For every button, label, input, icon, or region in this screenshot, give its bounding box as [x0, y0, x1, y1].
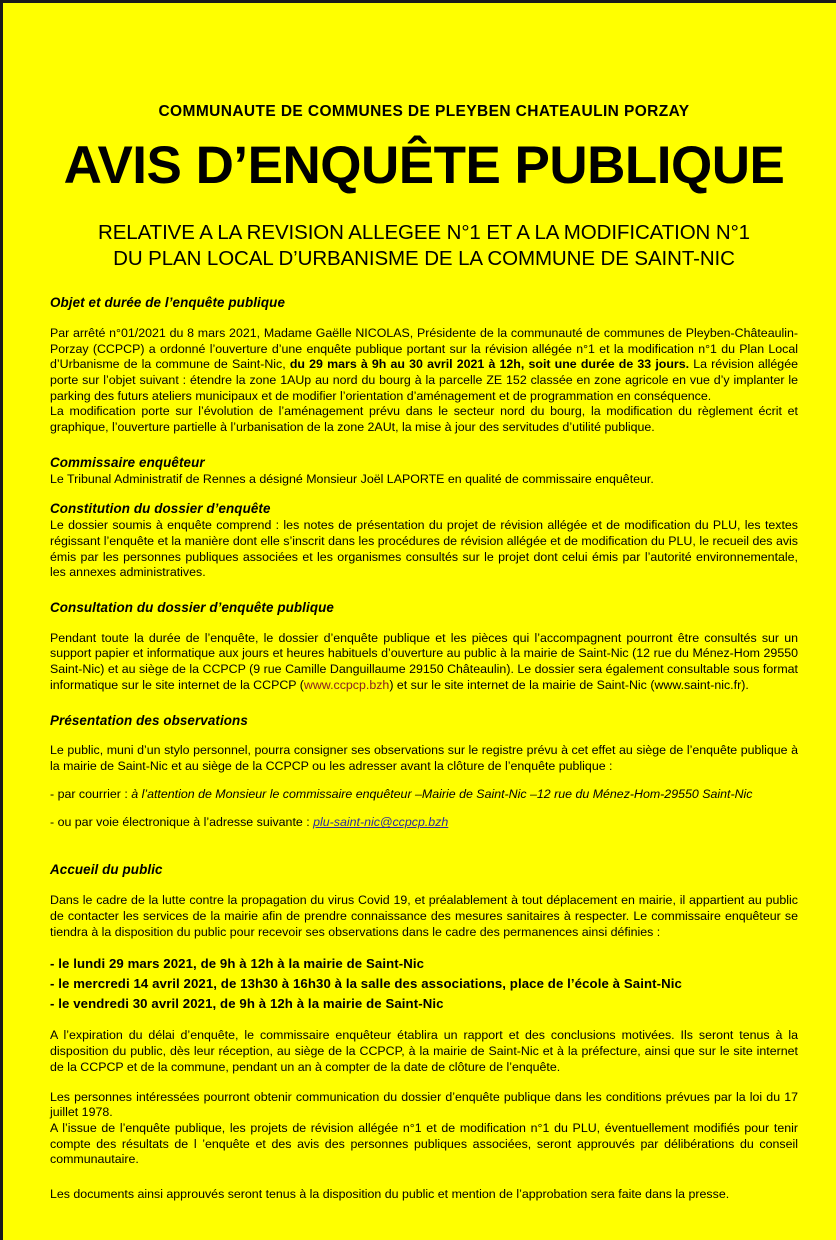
subtitle: [50, 220, 798, 273]
list-item: - le vendredi 30 avril 2021, de 9h à 12h à la mairie de Saint-Nic: [50, 996, 444, 1012]
document-body: [50, 295, 798, 1203]
paragraph-presentation-1: Le public, muni d’un stylo personnel, pourra consigner ses observations sur le registre prévu à cet effet au siège de l’enquête publique à la mairie de Saint-Nic et au siège de la CCPCP ou les adresser avant la clôture de l’enquête publique :: [50, 743, 798, 774]
paragraph-accueil-1: Dans le cadre de la lutte contre la propagation du virus Covid 19, et préalablement à tout déplacement en mairie, il appartient au public de contacter les services de la mairie afin de prendre connaissance des mesures sanitaires à respecter. Le commissaire enquêteur se tiendra à la disposition du public pour recevoir ses observations dans le cadre des permanences ainsi définies :: [50, 893, 798, 939]
paragraph-objet-2: La modification porte sur l’évolution de l’aménagement prévu dans le secteur nord du bourg, la modification du règlement écrit et graphique, l’ouverture partielle à l’urbanisation de la zone 2AUt, la mise à jour des servitudes d’utilité publique.: [50, 404, 798, 434]
section-heading-constitution: Constitution du dossier d’enquête: [50, 501, 271, 517]
subtitle-line-2: DU PLAN LOCAL D’URBANISME DE LA COMMUNE DE SAINT-NIC: [113, 247, 735, 271]
link-ccpcp-website[interactable]: www.ccpcp.bzh: [303, 677, 390, 692]
consultation-text-part-1: Pendant toute la durée de l’enquête, le dossier d’enquête publique et les pièces qui l’accompagnent pourront être consultés sur un support papier et informatique aux jours et heures habituels d’ouverture au public à la mairie de Saint-Nic (12 rue du Ménez-Hom 29550 Saint-Nic) et au siège de la CCPCP (9 rue Camille Danguillaume 29150 Châteaulin). Le dossier sera également consultable sous format informatique sur le site internet de la CCPCP (: [50, 630, 798, 692]
paragraph-accueil-3: Les personnes intéressées pourront obtenir communication du dossier d’enquête publique dans les conditions prévues par la loi du 17 juillet 1978.: [50, 1089, 798, 1120]
section-heading-commissaire: Commissaire enquêteur: [50, 454, 205, 470]
permanence-list: [50, 954, 798, 1014]
email-prefix: - ou par voie électronique à l’adresse suivante :: [50, 815, 314, 830]
subtitle-line-1: RELATIVE A LA REVISION ALLEGEE N°1 ET A LA MODIFICATION N°1: [98, 220, 750, 244]
courrier-address-italic: à l’attention de Monsieur le commissaire enquêteur –Mairie de Saint-Nic –12 rue du Ménez-Hom-29550 Saint-Nic: [131, 787, 753, 802]
paragraph-objet-1: [50, 326, 798, 404]
page-title: AVIS D’ENQUÊTE PUBLIQUE: [63, 136, 785, 196]
objet-text-part-2: La révision allégée porte sur l’objet suivant : étendre la zone 1AUp au nord du bourg à la parcelle ZE 152 classée en zone agricole en vue d’y implanter le parking des futurs ateliers municipaux et de modifier l’orientation d’aménagement et de programmation en conséquence.: [50, 357, 798, 403]
section-heading-objet: Objet et durée de l’enquête publique: [50, 294, 285, 310]
paragraph-accueil-4: A l’issue de l’enquête publique, les projets de révision allégée n°1 et de modification n°1 du PLU, éventuellement modifiés pour tenir compte des résultats de l ’enquête et des avis des personnes publiques associées, seront approuvés par délibérations du conseil communautaire.: [50, 1120, 798, 1167]
bullet-email: [50, 815, 798, 831]
organization-name: COMMUNAUTE DE COMMUNES DE PLEYBEN CHATEAULIN PORZAY: [158, 103, 690, 120]
section-heading-presentation: Présentation des observations: [50, 712, 248, 728]
courrier-prefix: - par courrier :: [50, 787, 132, 802]
paragraph-consultation-1: [50, 631, 798, 694]
section-heading-consultation: Consultation du dossier d’enquête publique: [50, 599, 334, 615]
paragraph-accueil-5: Les documents ainsi approuvés seront tenus à la disposition du public et mention de l’approbation sera faite dans la presse.: [50, 1186, 730, 1201]
consultation-text-part-2: ) et sur le site internet de la mairie de Saint-Nic (www.saint-nic.fr).: [389, 677, 749, 692]
list-item: - le mercredi 14 avril 2021, de 13h30 à 16h30 à la salle des associations, place de l’école à Saint-Nic: [50, 976, 682, 992]
list-item: - le lundi 29 mars 2021, de 9h à 12h à la mairie de Saint-Nic: [50, 956, 425, 972]
paragraph-accueil-2: A l’expiration du délai d’enquête, le commissaire enquêteur établira un rapport et des conclusions motivées. Ils seront tenus à la disposition du public, dès leur réception, au siège de la CCPCP, à la mairie de Saint-Nic et à la préfecture, ainsi que sur le site internet de la CCPCP et de la commune, pendant un an à compter de la date de clôture de l’enquête.: [50, 1028, 798, 1074]
paragraph-commissaire-1: Le Tribunal Administratif de Rennes a désigné Monsieur Joël LAPORTE en qualité de commissaire enquêteur.: [50, 471, 654, 486]
objet-dates-bold: du 29 mars à 9h au 30 avril 2021 à 12h, soit une durée de 33 jours.: [289, 357, 690, 372]
paragraph-constitution-1: Le dossier soumis à enquête comprend : les notes de présentation du projet de révision allégée et de modification du PLU, les textes régissant l’enquête et la manière dont elle s’inscrit dans les procédures de révision allégée et de modification du PLU, le recueil des avis émis par les personnes publiques associées et les organismes consultés sur le projet dont celui émis par l’autorité environnementale, les annexes administratives.: [50, 518, 798, 580]
section-heading-accueil: Accueil du public: [50, 862, 163, 878]
link-email-address[interactable]: plu-saint-nic@ccpcp.bzh: [313, 815, 449, 830]
bullet-courrier: [50, 787, 798, 803]
objet-text-part-1: Par arrêté n°01/2021 du 8 mars 2021, Madame Gaëlle NICOLAS, Présidente de la communauté de communes de Pleyben-Châteaulin-Porzay (CCPCP) a ordonné l’ouverture d’une enquête publique portant sur la révision allégée n°1 et la modification n°1 du Plan Local d’Urbanisme de la commune de Saint-Nic,: [50, 325, 798, 372]
page-content: [3, 3, 836, 1203]
